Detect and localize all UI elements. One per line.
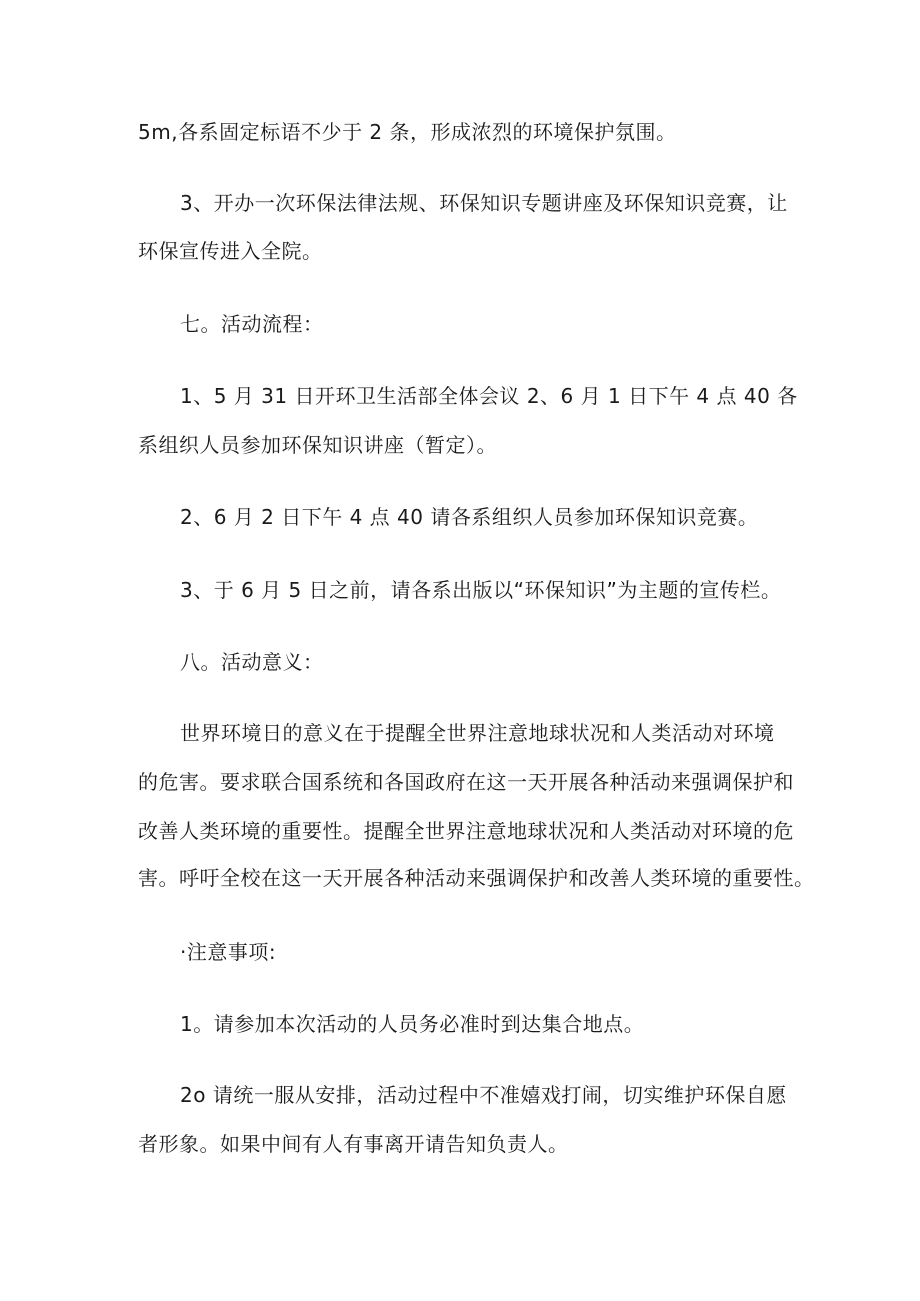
paragraph-line-process-1-cont: 系组织人员参加环保知识讲座（暂定）。 <box>138 433 497 457</box>
paragraph-line-process-1: 1、5 月 31 日开环卫生活部全体会议 2、6 月 1 日下午 4 点 40 各 <box>180 384 798 408</box>
section-heading-notes: ·注意事项: <box>180 940 277 964</box>
paragraph-line-note-2-cont: 者形象。如果中间有人有事离开请告知负责人。 <box>138 1132 569 1156</box>
paragraph-line-slogans: 5m,各系固定标语不少于 2 条，形成浓烈的环境保护氛围。 <box>138 120 677 144</box>
paragraph-line-significance-2: 的危害。要求联合国系统和各国政府在这一天开展各种活动来强调保护和 <box>138 770 794 794</box>
paragraph-line-significance-1: 世界环境日的意义在于提醒全世界注意地球状况和人类活动对环境 <box>180 721 775 745</box>
paragraph-line-significance-3: 改善人类环境的重要性。提醒全世界注意地球状况和人类活动对环境的危 <box>138 819 794 843</box>
section-heading-significance: 八。活动意义： <box>180 650 324 674</box>
paragraph-line-process-3: 3、于 6 月 5 日之前，请各系出版以“环保知识”为主题的宣传栏。 <box>180 578 782 602</box>
paragraph-line-lecture-item: 3、开办一次环保法律法规、环保知识专题讲座及环保知识竞赛，让 <box>180 191 788 215</box>
paragraph-line-note-2: 2o 请统一服从安排，活动过程中不准嬉戏打闹，切实维护环保自愿 <box>180 1083 787 1107</box>
section-heading-process: 七。活动流程： <box>180 312 324 336</box>
paragraph-line-process-2: 2、6 月 2 日下午 4 点 40 请各系组织人员参加环保知识竞赛。 <box>180 505 759 529</box>
paragraph-line-significance-4: 害。呼吁全校在这一天开展各种活动来强调保护和改善人类环境的重要性。 <box>138 866 815 890</box>
paragraph-line-note-1: 1。请参加本次活动的人员务必准时到达集合地点。 <box>180 1012 645 1036</box>
paragraph-line-lecture-item-cont: 环保宣传进入全院。 <box>138 239 323 263</box>
